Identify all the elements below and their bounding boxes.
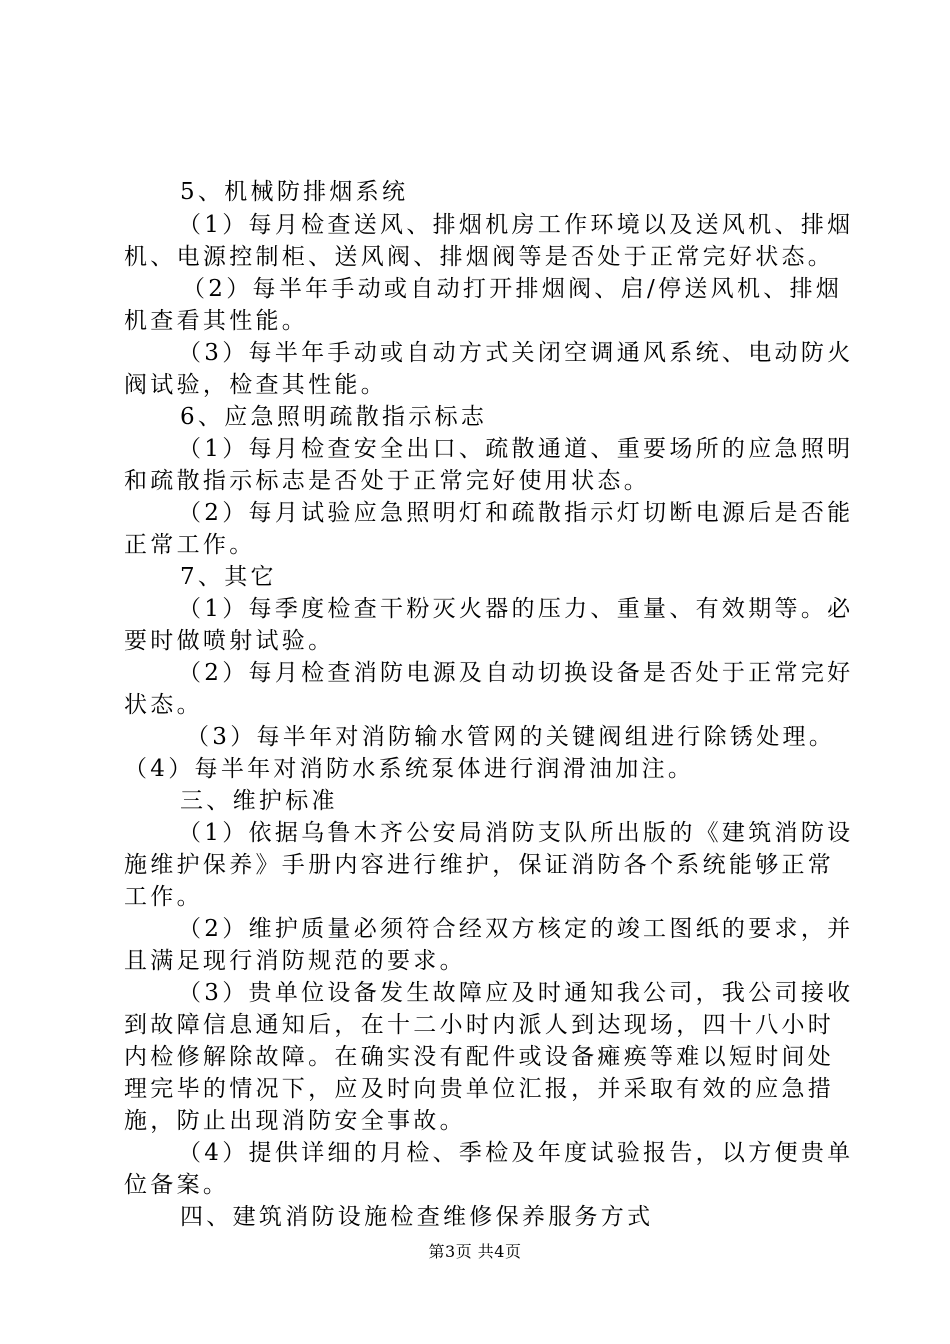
paragraph-line: （2）维护质量必须符合经双方核定的竣工图纸的要求，并	[178, 916, 854, 942]
paragraph-line: 阀试验，检查其性能。	[124, 372, 387, 398]
section-heading: 6、应急照明疏散指示标志	[180, 404, 488, 430]
section-heading: 7、其它	[180, 564, 277, 590]
paragraph-line: 到故障信息通知后，在十二小时内派人到达现场，四十八小时	[124, 1012, 835, 1038]
paragraph-line: （1）依据乌鲁木齐公安局消防支队所出版的《建筑消防设	[178, 820, 854, 846]
paragraph-line: （4）提供详细的月检、季检及年度试验报告，以方便贵单	[178, 1140, 854, 1166]
paragraph-line: （1）每月检查安全出口、疏散通道、重要场所的应急照明	[178, 436, 854, 462]
paragraph-line: （3）每半年对消防输水管网的关键阀组进行除锈处理。	[186, 724, 836, 750]
paragraph-line: （4）每半年对消防水系统泵体进行润滑油加注。	[124, 756, 695, 782]
paragraph-line: 且满足现行消防规范的要求。	[124, 948, 466, 974]
paragraph-line: （3）每半年手动或自动方式关闭空调通风系统、电动防火	[178, 340, 854, 366]
page-number-footer: 第3页 共4页	[428, 1242, 522, 1261]
section-heading: 5、机械防排烟系统	[180, 179, 409, 205]
paragraph-line: 和疏散指示标志是否处于正常完好使用状态。	[124, 468, 650, 494]
paragraph-line: （1）每月检查送风、排烟机房工作环境以及送风机、排烟	[178, 212, 854, 238]
paragraph-line: 理完毕的情况下，应及时向贵单位汇报，并采取有效的应急措	[124, 1076, 835, 1102]
paragraph-line: （3）贵单位设备发生故障应及时通知我公司，我公司接收	[178, 980, 854, 1006]
paragraph-line: 要时做喷射试验。	[124, 628, 335, 654]
paragraph-line: （2）每月试验应急照明灯和疏散指示灯切断电源后是否能	[178, 500, 854, 526]
paragraph-line: （2）每月检查消防电源及自动切换设备是否处于正常完好	[178, 660, 854, 686]
paragraph-line: 机查看其性能。	[124, 308, 309, 334]
paragraph-line: 状态。	[124, 692, 203, 718]
paragraph-line: 施维护保养》手册内容进行维护，保证消防各个系统能够正常	[124, 852, 835, 878]
section-heading: 四、建筑消防设施检查维修保养服务方式	[180, 1204, 654, 1230]
paragraph-line: 工作。	[124, 884, 203, 910]
paragraph-line: 内检修解除故障。在确实没有配件或设备瘫痪等难以短时间处	[124, 1044, 835, 1070]
paragraph-line: （2）每半年手动或自动打开排烟阀、启/停送风机、排烟	[182, 276, 843, 302]
paragraph-line: 位备案。	[124, 1172, 230, 1198]
paragraph-line: 正常工作。	[124, 532, 256, 558]
paragraph-line: 施，防止出现消防安全事故。	[124, 1108, 466, 1134]
section-heading: 三、维护标准	[180, 788, 338, 814]
paragraph-line: 机、电源控制柜、送风阀、排烟阀等是否处于正常完好状态。	[124, 244, 835, 270]
paragraph-line: （1）每季度检查干粉灭火器的压力、重量、有效期等。必	[178, 596, 854, 622]
